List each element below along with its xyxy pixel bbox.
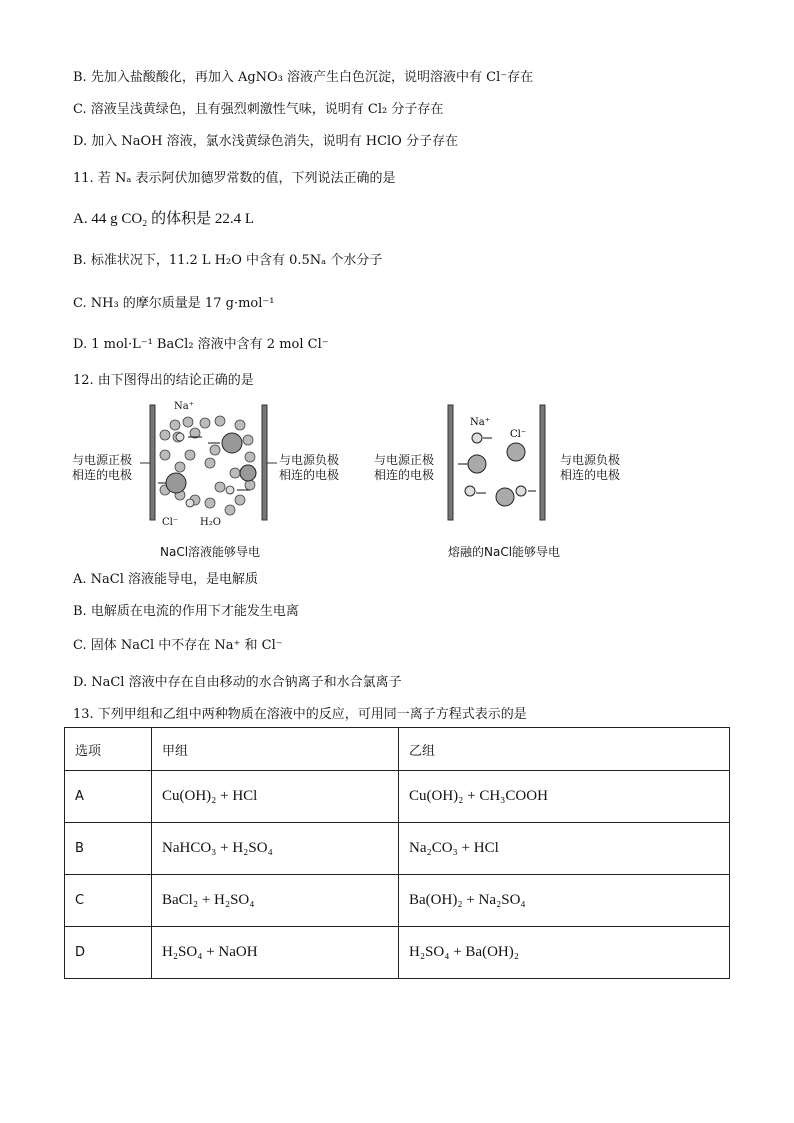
row-option: A xyxy=(65,771,152,823)
question-11-option-a: A. 44 g CO₂ 的体积是 22.4 L xyxy=(73,211,255,227)
row-group-b: Ba(OH)₂ + Na₂SO₄ xyxy=(399,875,730,927)
row-option: B xyxy=(65,823,152,875)
row-group-a: Cu(OH)₂ + HCl xyxy=(152,771,399,823)
left-electrode-negative xyxy=(262,405,267,520)
table-row xyxy=(65,771,730,823)
right-positive-label-2: 相连的电极 xyxy=(374,468,435,482)
left-na-label: Na⁺ xyxy=(174,401,194,412)
question-12-option-d: D. NaCl 溶液中存在自由移动的水合钠离子和水合氯离子 xyxy=(73,675,402,690)
right-caption: 熔融的NaCl能够导电 xyxy=(448,545,561,559)
row-group-a: BaCl₂ + H₂SO₄ xyxy=(152,875,399,927)
row-group-a: H₂SO₄ + NaOH xyxy=(152,927,399,979)
molten-nacl-figure xyxy=(440,395,570,525)
row-group-b: Cu(OH)₂ + CH₃COOH xyxy=(399,771,730,823)
header-group-a: 甲组 xyxy=(152,728,399,771)
row-group-a: NaHCO₃ + H₂SO₄ xyxy=(152,823,399,875)
question-10-option-c: C. 溶液呈浅黄绿色，且有强烈刺激性气味，说明有 Cl₂ 分子存在 xyxy=(73,102,444,117)
left-negative-label-2: 相连的电极 xyxy=(279,468,340,482)
left-h2o-label: H₂O xyxy=(200,517,221,528)
row-option: D xyxy=(65,927,152,979)
question-12-stem: 12. 由下图得出的结论正确的是 xyxy=(73,373,254,388)
row-group-b: H₂SO₄ + Ba(OH)₂ xyxy=(399,927,730,979)
question-12-option-b: B. 电解质在电流的作用下才能发生电离 xyxy=(73,604,299,619)
right-cl-label: Cl⁻ xyxy=(510,429,527,440)
left-caption: NaCl溶液能够导电 xyxy=(160,545,261,559)
options-table xyxy=(64,727,730,979)
right-negative-label-2: 相连的电极 xyxy=(560,468,621,482)
question-11-option-c: C. NH₃ 的摩尔质量是 17 g·mol⁻¹ xyxy=(73,296,275,311)
header-option: 选项 xyxy=(65,728,152,771)
left-negative-label: 与电源负极 xyxy=(279,453,340,467)
header-group-b: 乙组 xyxy=(399,728,730,771)
table-row xyxy=(65,875,730,927)
left-cl-label: Cl⁻ xyxy=(162,517,179,528)
question-10-option-b: B. 先加入盐酸酸化，再加入 AgNO₃ 溶液产生白色沉淀，说明溶液中有 Cl⁻存在 xyxy=(73,70,534,85)
question-10-option-d: D. 加入 NaOH 溶液，氯水浅黄绿色消失，说明有 HClO 分子存在 xyxy=(73,134,458,149)
question-13-stem: 13. 下列甲组和乙组中两种物质在溶液中的反应，可用同一离子方程式表示的是 xyxy=(73,707,527,722)
right-electrode-negative xyxy=(540,405,545,520)
question-11-option-b: B. 标准状况下，11.2 L H₂O 中含有 0.5Nₐ 个水分子 xyxy=(73,253,383,268)
question-12-option-c: C. 固体 NaCl 中不存在 Na⁺ 和 Cl⁻ xyxy=(73,638,283,653)
table-header-row xyxy=(65,728,730,771)
table-row xyxy=(65,927,730,979)
question-11-option-d: D. 1 mol·L⁻¹ BaCl₂ 溶液中含有 2 mol Cl⁻ xyxy=(73,337,329,352)
left-positive-label: 与电源正极 xyxy=(72,453,133,467)
question-12-option-a: A. NaCl 溶液能导电，是电解质 xyxy=(73,572,259,587)
left-electrode-positive xyxy=(150,405,155,520)
right-electrode-positive xyxy=(448,405,453,520)
row-group-b: Na₂CO₃ + HCl xyxy=(399,823,730,875)
right-negative-label: 与电源负极 xyxy=(560,453,621,467)
table-row xyxy=(65,823,730,875)
row-option: C xyxy=(65,875,152,927)
right-positive-label: 与电源正极 xyxy=(374,453,435,467)
right-na-label: Na⁺ xyxy=(470,417,490,428)
question-11-stem: 11. 若 Nₐ 表示阿伏加德罗常数的值，下列说法正确的是 xyxy=(73,171,396,186)
left-positive-label-2: 相连的电极 xyxy=(72,468,133,482)
